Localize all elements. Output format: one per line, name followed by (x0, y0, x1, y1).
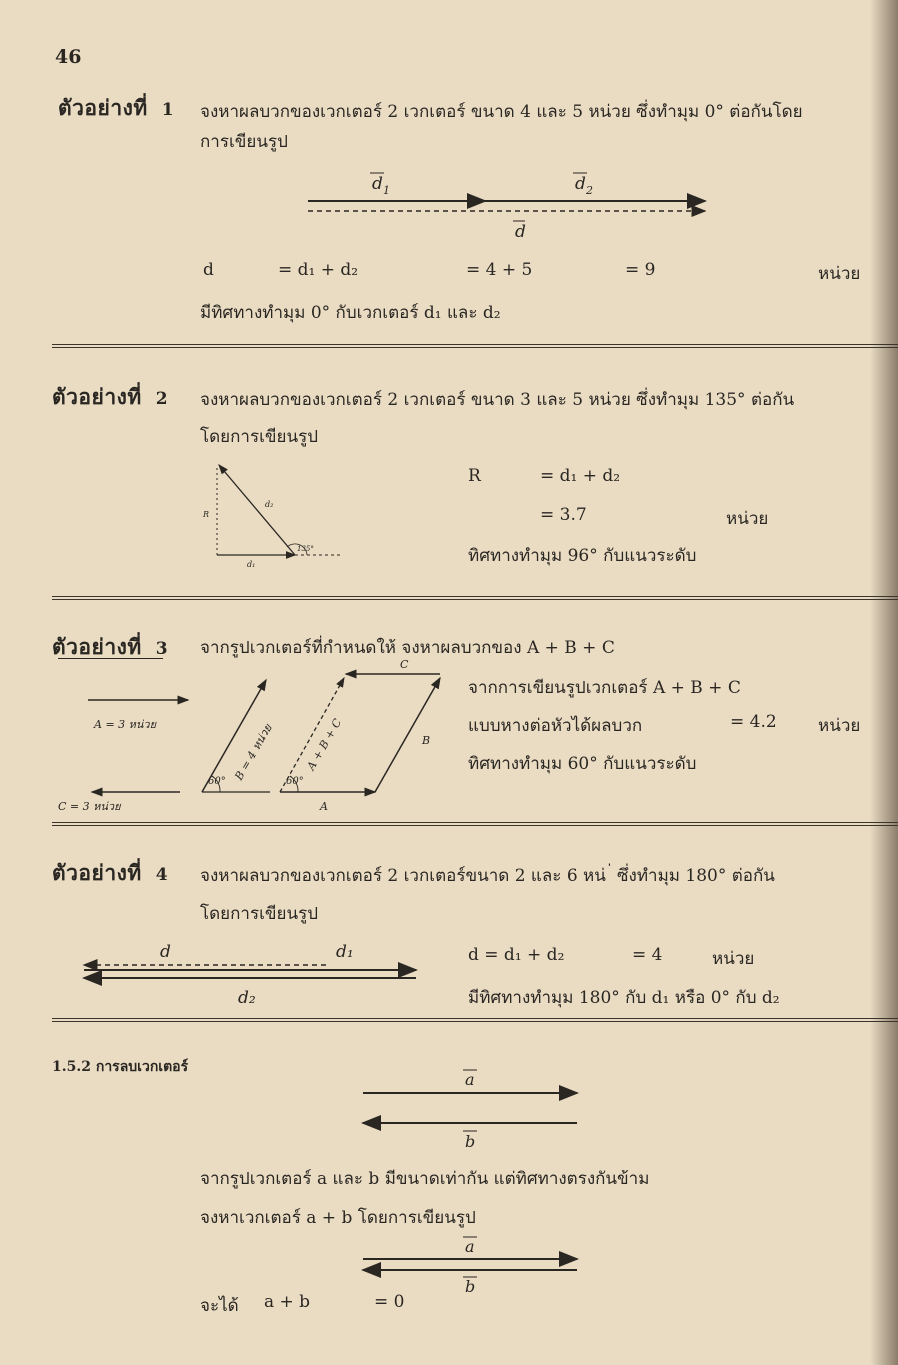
ex4-eq-unit: หน่วย (712, 949, 755, 969)
ex2-question-line1: จงหาผลบวกของเวกเตอร์ 2 เวกเตอร์ ขนาด 3 และ 5 หน่วย ซึ่งทำมุม 135° ต่อกัน (200, 390, 795, 410)
ex3-result-unit: หน่วย (818, 716, 861, 736)
ex2-heading (52, 381, 168, 414)
ex1-direction: มีทิศทางทำมุม 0° กับเวกเตอร์ d₁ และ d₂ (200, 303, 501, 323)
ex1-eq-lhs: d (203, 260, 214, 280)
ex4-question-line1: จงหาผลบวกของเวกเตอร์ 2 เวกเตอร์ขนาด 2 และ 6 หน่ ่ ซึ่งทำมุม 180° ต่อกัน (200, 866, 775, 886)
fig1-label-a: a (465, 1070, 475, 1089)
ex4-label-d: d (160, 942, 171, 962)
ex1-eq-unit: หน่วย (818, 264, 861, 284)
ex3-label: ตัวอย่างที่ (52, 634, 142, 659)
ex4-label: ตัวอย่างที่ (52, 860, 142, 885)
fig2-label-b: b (465, 1277, 476, 1296)
ex3-given-B-label: B = 4 หน่วย (232, 722, 275, 783)
ex3-number: 3 (155, 639, 168, 659)
section-heading: 1.5.2 การลบเวกเตอร์ (52, 1059, 189, 1075)
ex3-heading-underline (58, 658, 163, 659)
svg-text:60°: 60° (208, 776, 226, 787)
ex2-eq1-rhs: = d₁ + d₂ (540, 466, 621, 486)
fig2-label-a: a (465, 1237, 475, 1256)
ex4-direction: มีทิศทางทำมุม 180° กับ d₁ หรือ 0° กับ d₂ (468, 988, 780, 1008)
ex1-eq-val: = 4 + 5 (466, 260, 533, 280)
ex3-resultant-label: A + B + C (304, 716, 345, 773)
ex4-eq: d = d₁ + d₂ (468, 945, 565, 965)
fig1-label-b: b (465, 1132, 476, 1151)
svg-text:2: 2 (586, 184, 593, 197)
ex2-eq2-unit: หน่วย (726, 509, 769, 529)
subtraction-text-2: จงหาเวกเตอร์ a + b โดยการเขียนรูป (200, 1208, 476, 1228)
ex1-question-line2: การเขียนรูป (200, 132, 288, 152)
ex3-result-value: = 4.2 (730, 712, 777, 732)
ex4-question-line2: โดยการเขียนรูป (200, 904, 319, 924)
ex2-number: 2 (155, 389, 168, 409)
svg-text:60°: 60° (286, 776, 304, 787)
divider-2 (52, 596, 898, 600)
ex2-vector-d2 (219, 465, 295, 555)
ex1-heading (58, 92, 174, 125)
ex4-label-d2: d₂ (238, 988, 256, 1008)
page-number: 46 (55, 46, 82, 68)
ex2-eq1-lhs: R (468, 466, 481, 486)
ex4-label-d1: d₁ (336, 942, 354, 962)
ex1-label: ตัวอย่างที่ (58, 95, 148, 120)
svg-text:1: 1 (383, 184, 390, 197)
ex3-result-direction: ทิศทางทำมุม 60° กับแนวระดับ (468, 754, 697, 774)
subtraction-text-1: จากรูปเวกเตอร์ a และ b มีขนาดเท่ากัน แต่ทิศทางตรงกันข้าม (200, 1169, 650, 1189)
ex1-label-d2: d (575, 174, 586, 194)
ex4-eq-value: = 4 (632, 945, 663, 965)
ex3-tail-B-label: B (422, 734, 431, 747)
ex3-given-A-label: A = 3 หน่วย (94, 718, 157, 731)
ex2-eq2-rhs: = 3.7 (540, 505, 587, 525)
subtraction-result-label: จะได้ (200, 1296, 239, 1316)
ex1-eq-result: = 9 (625, 260, 656, 280)
ex2-label-d2: d₂ (265, 500, 274, 509)
ex2-label-R: R (203, 510, 210, 519)
subtraction-figure-1 (355, 1063, 585, 1153)
ex2-direction: ทิศทางทำมุม 96° กับแนวระดับ (468, 546, 697, 566)
ex1-number: 1 (161, 100, 174, 120)
ex1-label-d1: d (372, 174, 383, 194)
ex4-number: 4 (155, 865, 168, 885)
subtraction-result-eq: a + b (264, 1292, 311, 1312)
ex3-tail-A-label: A (320, 800, 328, 813)
divider-3 (52, 822, 898, 826)
ex2-label-d1: d₁ (247, 560, 256, 569)
ex3-question: จากรูปเวกเตอร์ที่กำหนดให้ จงหาผลบวกของ A + B + C (200, 638, 615, 658)
subtraction-result-value: = 0 (374, 1292, 405, 1312)
ex4-heading (52, 857, 168, 890)
ex3-tail-vector-B (375, 678, 440, 792)
ex3-given-C-label: C = 3 หน่วย (58, 800, 121, 813)
ex2-label: ตัวอย่างที่ (52, 384, 142, 409)
ex2-figure (195, 455, 355, 575)
divider-1 (52, 344, 898, 348)
ex1-eq-mid: = d₁ + d₂ (278, 260, 359, 280)
divider-4 (52, 1018, 898, 1022)
ex2-question-line2: โดยการเขียนรูป (200, 427, 319, 447)
ex2-label-angle: 135° (297, 545, 314, 553)
ex3-tail-C-label: C (400, 658, 409, 671)
ex1-question-line1: จงหาผลบวกของเวกเตอร์ 2 เวกเตอร์ ขนาด 4 และ 5 หน่วย ซึ่งทำมุม 0° ต่อกันโดย (200, 102, 803, 122)
ex1-label-d: d (515, 222, 526, 242)
ex1-figure (300, 165, 720, 245)
page-edge-shadow (870, 0, 898, 1365)
ex3-result-line1: จากการเขียนรูปเวกเตอร์ A + B + C (468, 678, 741, 698)
ex3-figure (58, 658, 460, 820)
ex3-result-line2: แบบหางต่อหัวได้ผลบวก (468, 716, 643, 736)
ex4-figure (78, 935, 428, 1015)
